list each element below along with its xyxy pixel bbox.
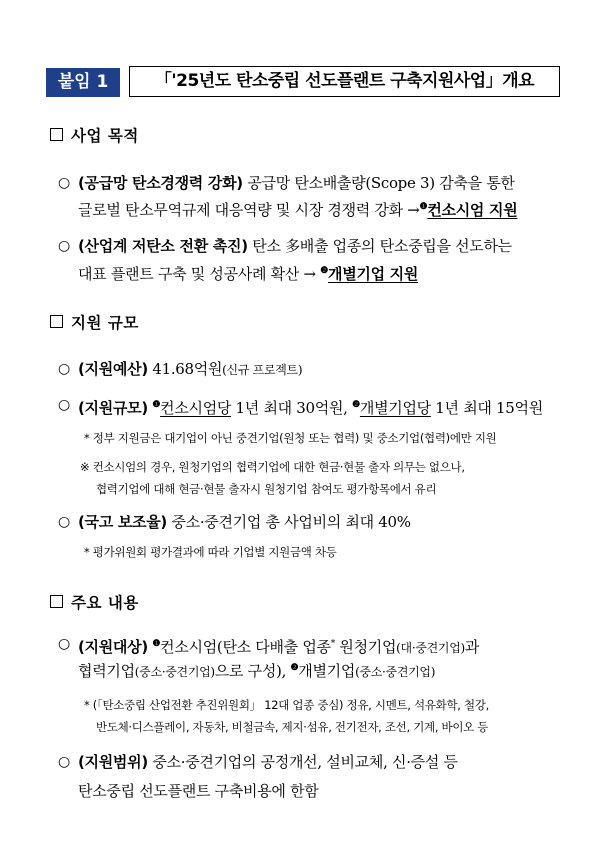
section-heading-contents — [50, 591, 139, 613]
per-consortium-label: 컨소시엄당 — [160, 399, 232, 417]
scale-note-2-line2: 협력기업에 대해 현금·현물 출자시 원청기업 참여도 평가항목에서 유리 — [96, 482, 437, 496]
bullet-text: 1년 최대 30억원, — [231, 399, 353, 417]
bullet-text: 글로벌 탄소무역규제 대응역량 및 시장 경쟁력 강화 → — [78, 201, 420, 219]
scale-bullet-subsidy — [58, 511, 411, 534]
scale-note-1: * 정부 지원금은 대기업이 아닌 중견기업(원청 또는 협력) 및 중소기업(협력)에만 지원 — [84, 431, 497, 445]
scale-bullet-size — [58, 394, 543, 420]
bullet-label: (지원범위) — [78, 753, 148, 771]
bullet-text: 중소·중견기업의 공정개선, 설비교체, 신·증설 등 — [147, 753, 458, 771]
bullet-text: 으로 구성), — [214, 662, 291, 680]
section-title: 주요 내용 — [71, 594, 139, 612]
bullet-small: (대·중견기업) — [396, 641, 465, 655]
contents-bullet-target-line2 — [78, 660, 435, 681]
bullet-text: 중소·중견기업 총 사업비의 최대 40% — [166, 513, 411, 531]
scale-note-3: * 평가위원회 평가결과에 따라 기업별 지원금액 차등 — [84, 545, 337, 559]
contents-bullet-target — [58, 633, 479, 660]
document-title: 「'25년도 탄소중립 선도플랜트 구축지원사업」개요 — [129, 66, 560, 97]
checkbox-square-icon — [50, 128, 63, 141]
circled-one-icon: ❶ — [419, 202, 428, 212]
circle-bullet-icon: ○ — [58, 754, 70, 770]
circled-two-icon: ❷ — [352, 400, 360, 410]
bullet-text: 공급망 탄소배출량(Scope 3) 감축을 통한 — [242, 174, 515, 192]
bullet-label: (지원규모) — [78, 399, 148, 417]
bullet-text: 과 — [464, 638, 480, 656]
bullet-text: 대표 플랜트 구축 및 성공사례 확산 → — [78, 265, 316, 283]
circle-bullet-icon: ○ — [58, 397, 70, 413]
checkbox-square-icon — [50, 595, 63, 608]
section-title: 사업 목적 — [71, 127, 139, 145]
scale-note-2-line1: ※ 컨소시엄의 경우, 원청기업의 협력기업에 대한 현금·현물 출자 의무는 없으나, — [80, 460, 465, 474]
footnote-asterisk: * — [330, 639, 335, 649]
bullet-label: (지원예산) — [78, 360, 148, 378]
circle-bullet-icon: ○ — [58, 175, 70, 191]
bullet-text: 협력기업 — [78, 662, 135, 680]
bullet-label: (공급망 탄소경쟁력 강화) — [78, 174, 243, 192]
purpose-bullet-2 — [58, 235, 512, 258]
checkbox-square-icon — [50, 315, 63, 328]
budget-note: (신규 프로젝트) — [222, 363, 303, 377]
section-heading-scale — [50, 311, 139, 333]
budget-value: 41.68억원 — [147, 360, 223, 378]
section-heading-purpose — [50, 124, 139, 146]
circle-bullet-icon: ○ — [58, 514, 70, 530]
circle-bullet-icon: ○ — [58, 238, 70, 254]
section-title: 지원 규모 — [71, 314, 139, 332]
circled-two-icon: ❷ — [320, 266, 328, 276]
scale-bullet-budget — [58, 358, 302, 382]
bullet-small: (중소·중견기업) — [134, 665, 215, 679]
contents-bullet-scope-line2: 탄소중립 선도플랜트 구축비용에 한함 — [78, 782, 319, 800]
purpose-bullet-1-line2 — [78, 199, 517, 220]
individual-company-support-label: 개별기업 지원 — [328, 265, 419, 283]
purpose-bullet-1 — [58, 172, 515, 195]
per-company-label: 개별기업당 — [359, 399, 431, 417]
circle-bullet-icon: ○ — [58, 361, 70, 377]
bullet-small: (중소·중견기업) — [355, 665, 436, 679]
circled-one-icon: ❶ — [152, 400, 161, 410]
bullet-text: 탄소 多배출 업종의 탄소중립을 선도하는 — [247, 237, 512, 255]
contents-note-1-line2: 반도체·디스플레이, 자동차, 비철금속, 제지·섬유, 전기전자, 조선, 기계, 바이오 등 — [96, 720, 489, 734]
bullet-text: 개별기업 — [298, 662, 356, 680]
contents-bullet-scope — [58, 751, 458, 774]
circled-two-icon: ❷ — [290, 663, 299, 673]
purpose-bullet-2-line2 — [78, 263, 418, 284]
bullet-text: 1년 최대 15억원 — [430, 399, 543, 417]
circle-bullet-icon: ○ — [58, 636, 70, 652]
contents-note-1-line1: * (「탄소중립 산업전환 추진위원회」 12대 업종 중심) 정유, 시멘트, 석유화학, 철강, — [84, 698, 489, 712]
circled-one-icon: ❶ — [152, 639, 161, 649]
attachment-badge: 붙임 1 — [46, 68, 120, 97]
bullet-text: 컨소시엄(탄소 다배출 업종 — [160, 638, 331, 656]
bullet-label: (국고 보조율) — [78, 513, 167, 531]
consortium-support-label: 컨소시엄 지원 — [427, 201, 518, 219]
bullet-label: (지원대상) — [78, 638, 148, 656]
bullet-text: 원청기업 — [334, 638, 397, 656]
bullet-label: (산업계 저탄소 전환 촉진) — [78, 237, 248, 255]
